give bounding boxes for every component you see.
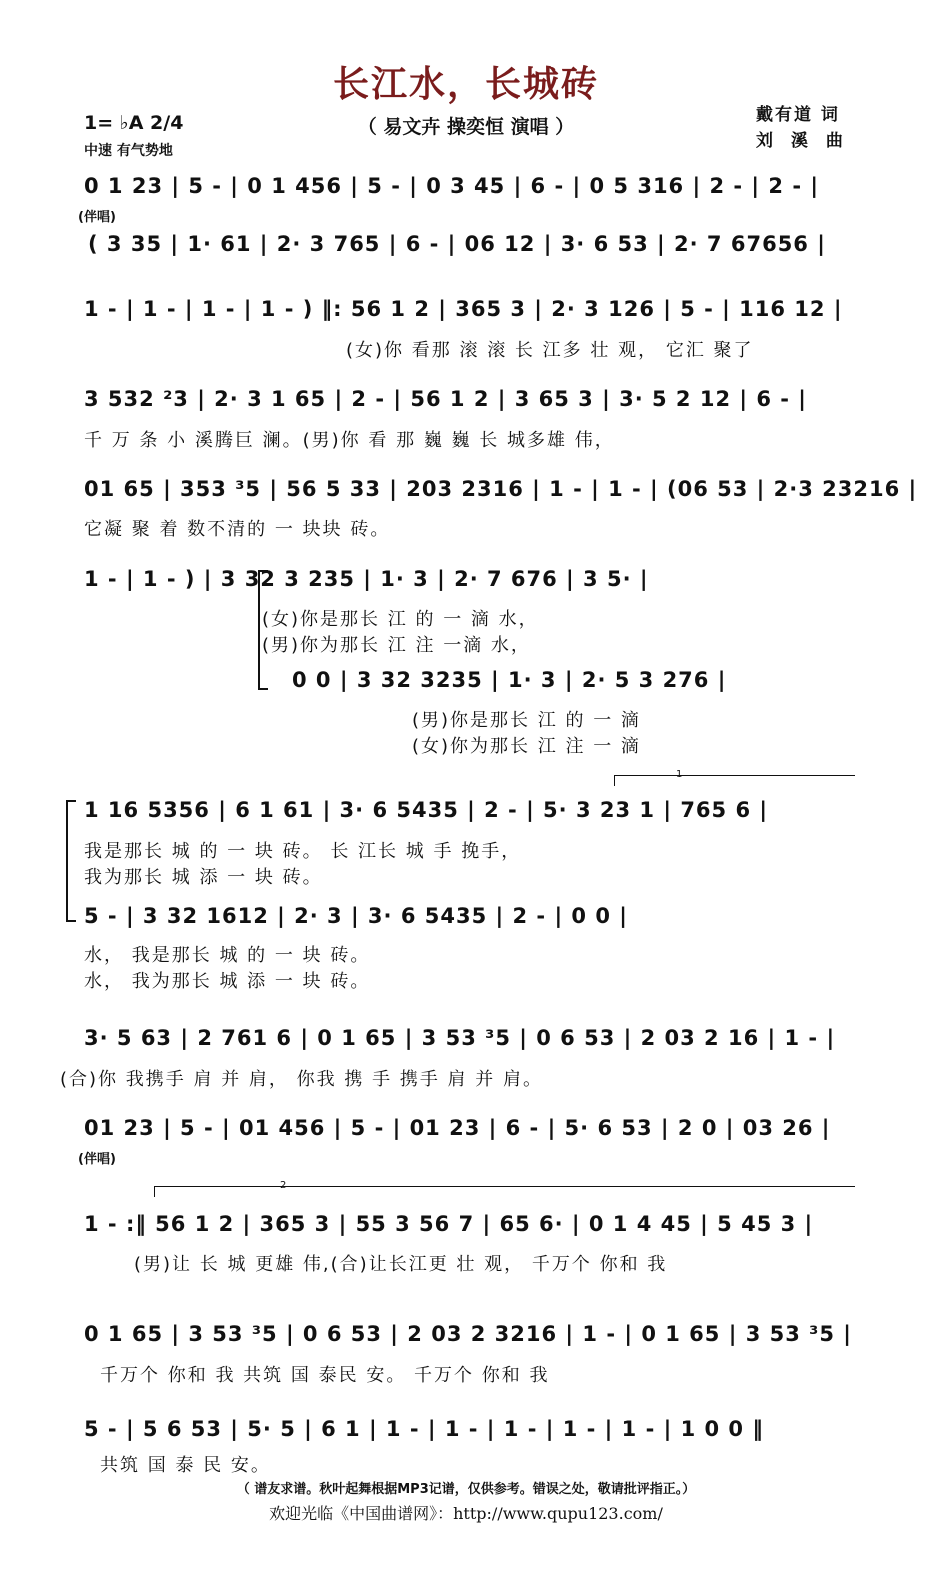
notation-line: 1 - | 1 - ) | 3 32 3 235 | 1· 3 | 2· 7 676 | 3 5· | <box>84 567 649 591</box>
notation-line: 1 16 5356 | 6 1 61 | 3· 6 5435 | 2 - | 5· 3 23 1 | 765 6 | <box>84 798 769 822</box>
lyric-line: 千 万 条 小 溪腾巨 澜。(男)你 看 那 巍 巍 长 城多雄 伟， <box>84 430 615 451</box>
tempo-marking: 中速 有气势地 <box>84 143 173 159</box>
lyric-line: (男)你为那长 江 注 一滴 水， <box>262 635 531 656</box>
notation-line: 01 65 | 353 ³5 | 56 5 33 | 203 2316 | 1 - | 1 - | (06 53 | 2·3 23216 | <box>84 477 918 501</box>
lyric-line: (女)你 看那 滚 滚 长 江多 壮 观， 它汇 聚了 <box>346 340 754 361</box>
notation-line: 3· 5 63 | 2 761 6 | 0 1 65 | 3 53 ³5 | 0 6 53 | 2 03 2 16 | 1 - | <box>84 1026 836 1050</box>
lyric-line: (男)你是那长 江 的 一 滴 <box>412 710 641 731</box>
footer-site-link[interactable]: 欢迎光临《中国曲谱网》：http://www.qupu123.com/ <box>269 1504 663 1523</box>
lyric-line: 水， 我为那长 城 添 一 块 砖。 <box>84 971 371 992</box>
composer-credit: 刘 溪 曲 <box>756 131 849 151</box>
lyric-line: 我为那长 城 添 一 块 砖。 <box>84 867 323 888</box>
part-tag: (伴唱) <box>78 210 116 225</box>
lyric-line: 千万个 你和 我 共筑 国 泰民 安。 千万个 你和 我 <box>100 1365 550 1386</box>
notation-line: 0 0 | 3 32 3235 | 1· 3 | 2· 5 3 276 | <box>292 668 727 692</box>
notation-line: ( 3 35 | 1· 61 | 2· 3 765 | 6 - | 06 12 | 3· 6 53 | 2· 7 67656 | <box>88 232 826 256</box>
singers-credit: （ 易文卉 操奕恒 演唱 ） <box>357 116 575 138</box>
notation-line: 0 1 23 | 5 - | 0 1 456 | 5 - | 0 3 45 | 6 - | 0 5 316 | 2 - | 2 - | <box>84 174 820 198</box>
lyric-line: 我是那长 城 的 一 块 砖。 长 江长 城 手 挽手， <box>84 841 522 862</box>
lyric-line: 它凝 聚 着 数不清的 一 块块 砖。 <box>84 519 391 540</box>
lyric-line: 水， 我是那长 城 的 一 块 砖。 <box>84 945 371 966</box>
lyric-line: (女)你是那长 江 的 一 滴 水， <box>262 609 539 630</box>
lyric-line: (合)你 我携手 肩 并 肩， 你我 携 手 携手 肩 并 肩。 <box>60 1069 543 1090</box>
lyric-line: 共筑 国 泰 民 安。 <box>100 1455 271 1476</box>
notation-line: 5 - | 3 32 1612 | 2· 3 | 3· 6 5435 | 2 - | 0 0 | <box>84 904 628 928</box>
notation-line: 1 - | 1 - | 1 - | 1 - ) ‖: 56 1 2 | 365 3 | 2· 3 126 | 5 - | 116 12 | <box>84 297 843 321</box>
volta-bracket-1 <box>614 775 855 786</box>
volta-bracket-2 <box>154 1186 855 1197</box>
page-title: 长江水，长城砖 <box>332 64 599 105</box>
notation-line: 1 - :‖ 56 1 2 | 365 3 | 55 3 56 7 | 65 6· | 0 1 4 45 | 5 45 3 | <box>84 1212 814 1236</box>
system-bracket <box>66 800 76 922</box>
notation-line: 5 - | 5 6 53 | 5· 5 | 6 1 | 1 - | 1 - | 1 - | 1 - | 1 - | 1 0 0 ‖ <box>84 1417 764 1441</box>
notation-line: 0 1 65 | 3 53 ³5 | 0 6 53 | 2 03 2 3216 | 1 - | 0 1 65 | 3 53 ³5 | <box>84 1322 852 1346</box>
footer-note: （ 谱友求谱。秋叶起舞根据MP3记谱，仅供参考。错误之处，敬请批评指正。） <box>236 1482 696 1497</box>
notation-line: 3 532 ²3 | 2· 3 1 65 | 2 - | 56 1 2 | 3 65 3 | 3· 5 2 12 | 6 - | <box>84 387 807 411</box>
lyric-line: (女)你为那长 江 注 一 滴 <box>412 736 641 757</box>
notation-line: 01 23 | 5 - | 01 456 | 5 - | 01 23 | 6 - | 5· 6 53 | 2 0 | 03 26 | <box>84 1116 831 1140</box>
part-tag: (伴唱) <box>78 1152 116 1167</box>
lyric-line: (男)让 长 城 更雄 伟,(合)让长江更 壮 观， 千万个 你和 我 <box>134 1254 668 1275</box>
lyricist-credit: 戴有道 词 <box>756 105 840 125</box>
key-signature: 1= ♭A 2/4 <box>84 112 184 134</box>
